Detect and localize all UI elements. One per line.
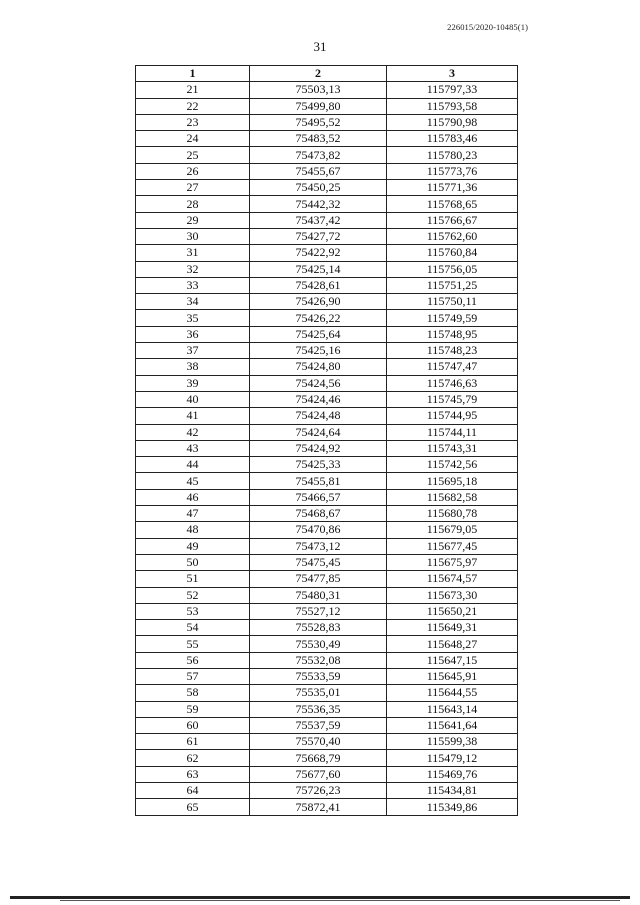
table-cell-col-3: 115766,67	[387, 212, 518, 228]
table-cell-col-3: 115771,36	[387, 180, 518, 196]
table-row	[136, 799, 518, 815]
table-cell-col-1: 53	[136, 603, 250, 619]
table-cell-col-2: 75424,64	[250, 424, 387, 440]
table-cell-col-2: 75503,13	[250, 82, 387, 98]
table-row	[136, 261, 518, 277]
column-header-1: 1	[136, 66, 250, 82]
table-cell-col-2: 75425,64	[250, 326, 387, 342]
table-row	[136, 457, 518, 473]
table-cell-col-2: 75473,12	[250, 538, 387, 554]
table-cell-col-2: 75480,31	[250, 587, 387, 603]
table-cell-col-2: 75455,81	[250, 473, 387, 489]
table-cell-col-3: 115599,38	[387, 734, 518, 750]
table-cell-col-1: 27	[136, 180, 250, 196]
table-row	[136, 228, 518, 244]
table-cell-col-1: 39	[136, 375, 250, 391]
table-cell-col-1: 51	[136, 571, 250, 587]
table-cell-col-2: 75424,92	[250, 440, 387, 456]
table-cell-col-2: 75424,46	[250, 391, 387, 407]
table-cell-col-1: 62	[136, 750, 250, 766]
table-cell-col-1: 48	[136, 522, 250, 538]
table-row	[136, 310, 518, 326]
table-cell-col-3: 115349,86	[387, 799, 518, 815]
table-row	[136, 375, 518, 391]
table-cell-col-3: 115773,76	[387, 163, 518, 179]
table-cell-col-1: 31	[136, 245, 250, 261]
table-cell-col-1: 56	[136, 652, 250, 668]
table-cell-col-3: 115695,18	[387, 473, 518, 489]
coordinates-table	[135, 65, 518, 816]
table-cell-col-3: 115674,57	[387, 571, 518, 587]
table-cell-col-3: 115750,11	[387, 294, 518, 310]
table-cell-col-2: 75668,79	[250, 750, 387, 766]
table-cell-col-2: 75425,16	[250, 343, 387, 359]
table-row	[136, 685, 518, 701]
table-row	[136, 326, 518, 342]
table-row	[136, 489, 518, 505]
table-row	[136, 391, 518, 407]
table-cell-col-3: 115746,63	[387, 375, 518, 391]
table-row	[136, 636, 518, 652]
table-cell-col-2: 75570,40	[250, 734, 387, 750]
table-cell-col-2: 75533,59	[250, 668, 387, 684]
table-header-row	[136, 66, 518, 82]
table-cell-col-3: 115748,95	[387, 326, 518, 342]
table-cell-col-3: 115780,23	[387, 147, 518, 163]
table-cell-col-1: 30	[136, 228, 250, 244]
table-cell-col-1: 43	[136, 440, 250, 456]
table-cell-col-3: 115745,79	[387, 391, 518, 407]
table-cell-col-1: 22	[136, 98, 250, 114]
table-cell-col-1: 60	[136, 717, 250, 733]
table-cell-col-3: 115647,15	[387, 652, 518, 668]
table-cell-col-1: 63	[136, 766, 250, 782]
table-cell-col-3: 115679,05	[387, 522, 518, 538]
table-cell-col-2: 75466,57	[250, 489, 387, 505]
table-cell-col-1: 40	[136, 391, 250, 407]
table-cell-col-3: 115643,14	[387, 701, 518, 717]
table-row	[136, 538, 518, 554]
table-cell-col-3: 115747,47	[387, 359, 518, 375]
table-cell-col-3: 115756,05	[387, 261, 518, 277]
table-row	[136, 587, 518, 603]
table-cell-col-1: 26	[136, 163, 250, 179]
table-cell-col-2: 75427,72	[250, 228, 387, 244]
table-cell-col-3: 115434,81	[387, 783, 518, 799]
table-cell-col-3: 115793,58	[387, 98, 518, 114]
table-row	[136, 180, 518, 196]
table-cell-col-3: 115650,21	[387, 603, 518, 619]
table-cell-col-2: 75470,86	[250, 522, 387, 538]
table-cell-col-2: 75468,67	[250, 506, 387, 522]
table-row	[136, 98, 518, 114]
table-cell-col-2: 75426,22	[250, 310, 387, 326]
table-row	[136, 506, 518, 522]
table-row	[136, 131, 518, 147]
table-cell-col-1: 50	[136, 554, 250, 570]
table-cell-col-2: 75428,61	[250, 277, 387, 293]
table-cell-col-2: 75535,01	[250, 685, 387, 701]
table-cell-col-3: 115768,65	[387, 196, 518, 212]
table-row	[136, 668, 518, 684]
table-cell-col-3: 115649,31	[387, 620, 518, 636]
table-cell-col-2: 75499,80	[250, 98, 387, 114]
table-cell-col-2: 75424,48	[250, 408, 387, 424]
table-cell-col-3: 115677,45	[387, 538, 518, 554]
table-row	[136, 554, 518, 570]
table-cell-col-1: 29	[136, 212, 250, 228]
table-row	[136, 652, 518, 668]
table-cell-col-1: 35	[136, 310, 250, 326]
table-cell-col-3: 115648,27	[387, 636, 518, 652]
table-cell-col-1: 23	[136, 114, 250, 130]
table-row	[136, 440, 518, 456]
table-row	[136, 163, 518, 179]
table-cell-col-3: 115469,76	[387, 766, 518, 782]
table-cell-col-2: 75425,33	[250, 457, 387, 473]
table-row	[136, 277, 518, 293]
table-cell-col-1: 28	[136, 196, 250, 212]
table-cell-col-1: 32	[136, 261, 250, 277]
table-cell-col-1: 65	[136, 799, 250, 815]
table-cell-col-1: 38	[136, 359, 250, 375]
page-number: 31	[313, 39, 327, 54]
table-cell-col-2: 75422,92	[250, 245, 387, 261]
table-row	[136, 473, 518, 489]
table-cell-col-3: 115645,91	[387, 668, 518, 684]
table-cell-col-3: 115751,25	[387, 277, 518, 293]
column-header-2: 2	[250, 66, 387, 82]
table-row	[136, 522, 518, 538]
table-cell-col-2: 75527,12	[250, 603, 387, 619]
table-cell-col-2: 75455,67	[250, 163, 387, 179]
table-cell-col-2: 75437,42	[250, 212, 387, 228]
table-cell-col-1: 44	[136, 457, 250, 473]
table-cell-col-3: 115797,33	[387, 82, 518, 98]
table-cell-col-3: 115783,46	[387, 131, 518, 147]
table-cell-col-1: 61	[136, 734, 250, 750]
table-cell-col-2: 75477,85	[250, 571, 387, 587]
table-cell-col-1: 46	[136, 489, 250, 505]
table-cell-col-2: 75530,49	[250, 636, 387, 652]
table-row	[136, 603, 518, 619]
table-cell-col-3: 115760,84	[387, 245, 518, 261]
table-cell-col-3: 115790,98	[387, 114, 518, 130]
table-cell-col-3: 115762,60	[387, 228, 518, 244]
table-cell-col-3: 115675,97	[387, 554, 518, 570]
table-row	[136, 196, 518, 212]
table-cell-col-1: 49	[136, 538, 250, 554]
table-row	[136, 734, 518, 750]
table-cell-col-2: 75424,80	[250, 359, 387, 375]
table-cell-col-1: 25	[136, 147, 250, 163]
table-cell-col-3: 115748,23	[387, 343, 518, 359]
table-cell-col-1: 59	[136, 701, 250, 717]
table-cell-col-2: 75426,90	[250, 294, 387, 310]
table-cell-col-3: 115749,59	[387, 310, 518, 326]
table-cell-col-3: 115644,55	[387, 685, 518, 701]
table-row	[136, 783, 518, 799]
table-row	[136, 294, 518, 310]
table-row	[136, 408, 518, 424]
table-cell-col-2: 75726,23	[250, 783, 387, 799]
table-cell-col-1: 58	[136, 685, 250, 701]
table-body	[136, 82, 518, 815]
table-row	[136, 750, 518, 766]
table-cell-col-3: 115744,11	[387, 424, 518, 440]
table-cell-col-2: 75528,83	[250, 620, 387, 636]
table-cell-col-2: 75536,35	[250, 701, 387, 717]
table-row	[136, 359, 518, 375]
table-cell-col-3: 115673,30	[387, 587, 518, 603]
table-cell-col-1: 54	[136, 620, 250, 636]
table-cell-col-1: 57	[136, 668, 250, 684]
table-cell-col-1: 34	[136, 294, 250, 310]
table-cell-col-1: 47	[136, 506, 250, 522]
table-cell-col-2: 75450,25	[250, 180, 387, 196]
table-cell-col-2: 75424,56	[250, 375, 387, 391]
table-cell-col-2: 75473,82	[250, 147, 387, 163]
table-cell-col-1: 41	[136, 408, 250, 424]
table-cell-col-1: 37	[136, 343, 250, 359]
table-cell-col-1: 45	[136, 473, 250, 489]
table-cell-col-1: 21	[136, 82, 250, 98]
table-cell-col-2: 75495,52	[250, 114, 387, 130]
table-row	[136, 571, 518, 587]
table-row	[136, 343, 518, 359]
table-cell-col-2: 75537,59	[250, 717, 387, 733]
table-cell-col-3: 115680,78	[387, 506, 518, 522]
table-row	[136, 212, 518, 228]
table-cell-col-2: 75425,14	[250, 261, 387, 277]
column-header-3: 3	[387, 66, 518, 82]
table-cell-col-1: 24	[136, 131, 250, 147]
table-row	[136, 82, 518, 98]
table-cell-col-1: 55	[136, 636, 250, 652]
footer-rule	[10, 896, 630, 899]
table-cell-col-2: 75532,08	[250, 652, 387, 668]
table-cell-col-1: 64	[136, 783, 250, 799]
table-cell-col-2: 75442,32	[250, 196, 387, 212]
table-cell-col-2: 75872,41	[250, 799, 387, 815]
table-row	[136, 114, 518, 130]
table-cell-col-3: 115743,31	[387, 440, 518, 456]
table-cell-col-3: 115682,58	[387, 489, 518, 505]
table-cell-col-2: 75483,52	[250, 131, 387, 147]
table-cell-col-2: 75677,60	[250, 766, 387, 782]
table-row	[136, 701, 518, 717]
table-cell-col-1: 42	[136, 424, 250, 440]
footer-rule-thin	[60, 900, 620, 901]
table-cell-col-3: 115479,12	[387, 750, 518, 766]
table-cell-col-3: 115742,56	[387, 457, 518, 473]
table-row	[136, 766, 518, 782]
table-cell-col-2: 75475,45	[250, 554, 387, 570]
table-cell-col-1: 52	[136, 587, 250, 603]
document-id: 226015/2020-10485(1)	[447, 22, 528, 32]
table-row	[136, 424, 518, 440]
table-row	[136, 245, 518, 261]
table-row	[136, 147, 518, 163]
table-row	[136, 717, 518, 733]
table-row	[136, 620, 518, 636]
table-cell-col-3: 115641,64	[387, 717, 518, 733]
table-cell-col-3: 115744,95	[387, 408, 518, 424]
table-cell-col-1: 36	[136, 326, 250, 342]
table-cell-col-1: 33	[136, 277, 250, 293]
